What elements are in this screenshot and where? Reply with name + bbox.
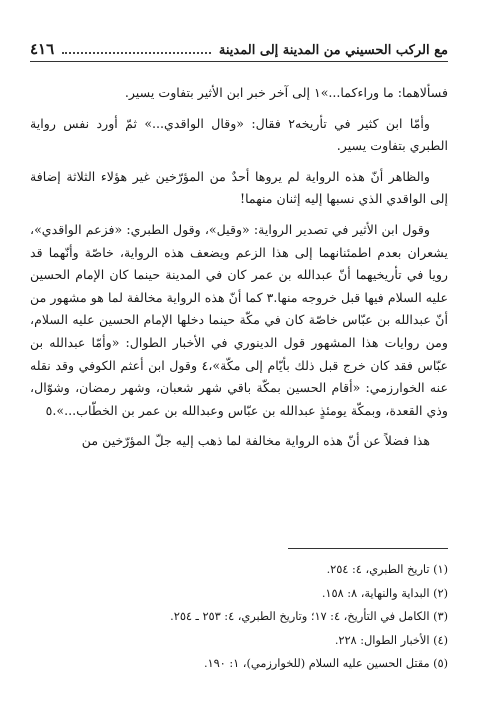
running-title: مع الركب الحسيني من المدينة إلى المدينة [218,43,448,58]
footnotes [30,558,448,676]
paragraph: والظاهر أنّ هذه الرواية لم يروها أحدٌ من المؤرّخين غير هؤلاء الثلاثة إضافة إلى الواقدي الذي نسبها إليه إثنان منهما! [30,168,448,207]
footnote: (٣) الكامل في التأريخ، ٤: ١٧؛ وتاريخ الطبري، ٤: ٢٥٣ ـ ٢٥٤. [170,610,448,623]
paragraph: هذا فضلاً عن أنّ هذه الرواية مخالفة لما ذهب إليه جلّ المؤرّخين من [81,433,430,449]
header-rule [30,61,448,62]
main-text [30,82,448,461]
footnote: (٢) البداية والنهاية، ٨: ١٥٨. [321,586,448,600]
running-header [30,38,448,58]
footnote: (٥) مقتل الحسين عليه السلام (للخوارزمي)، ١: ١٩٠. [203,657,448,670]
footnote-rule [288,548,448,549]
footnote: (٤) الأخبار الطوال: ٢٢٨. [334,633,448,647]
dot-leader [62,52,211,54]
footnote: (١) تاريخ الطبري، ٤: ٢٥٤. [326,563,448,576]
paragraph: وقول ابن الأثير في تصدير الرواية: «وقيل»، وقول الطبري: «فزعم الواقدي»، يشعران بعدم اطمئنانهما إلى هذا الزعم ويضعف هذه الرواية، خاصّة وأنّهما قد رويا في تأريخيهما أنّ عبدالله بن عمر كان في المدينة حينما كان الإمام الحسين عليه السلام فيها قبل خروجه منها.٣ كما أنّ هذه الرواية مخالفة لما هو مشهور من أنّ عبدالله بن عبّاس خاصّة كان في مكّة حينما دخلها الإمام الحسين عليه السلام، ومن روايات هذا المشهور قول الدينوري في الأخبار الطوال: «وأمّا عبدالله بن عبّاس فقد كان خرج قبل ذلك بأيّام إلى مكّة»،٤ وقول ابن أعثم الكوفي وقد نقله عنه الخوارزمي: «أقام الحسين بمكّة باقي شهر شعبان، وشهر رمضان، وشوّال، وذي القعدة، وبمكّة يومئذٍ عبدالله بن عبّاس وعبدالله بن عمر بن الخطّاب...».٥ [30,221,449,418]
paragraph: فسألاهما: ما وراءكما...»١ إلى آخر خبر ابن الأثير بتفاوت يسير. [124,85,448,100]
page-number: ٤١٦ [30,40,55,58]
paragraph: وأمّا ابن كثير في تأريخه٢ فقال: «وقال الواقدي...» ثمّ أورد نفس رواية الطبري بتفاوت يسير. [30,115,448,154]
